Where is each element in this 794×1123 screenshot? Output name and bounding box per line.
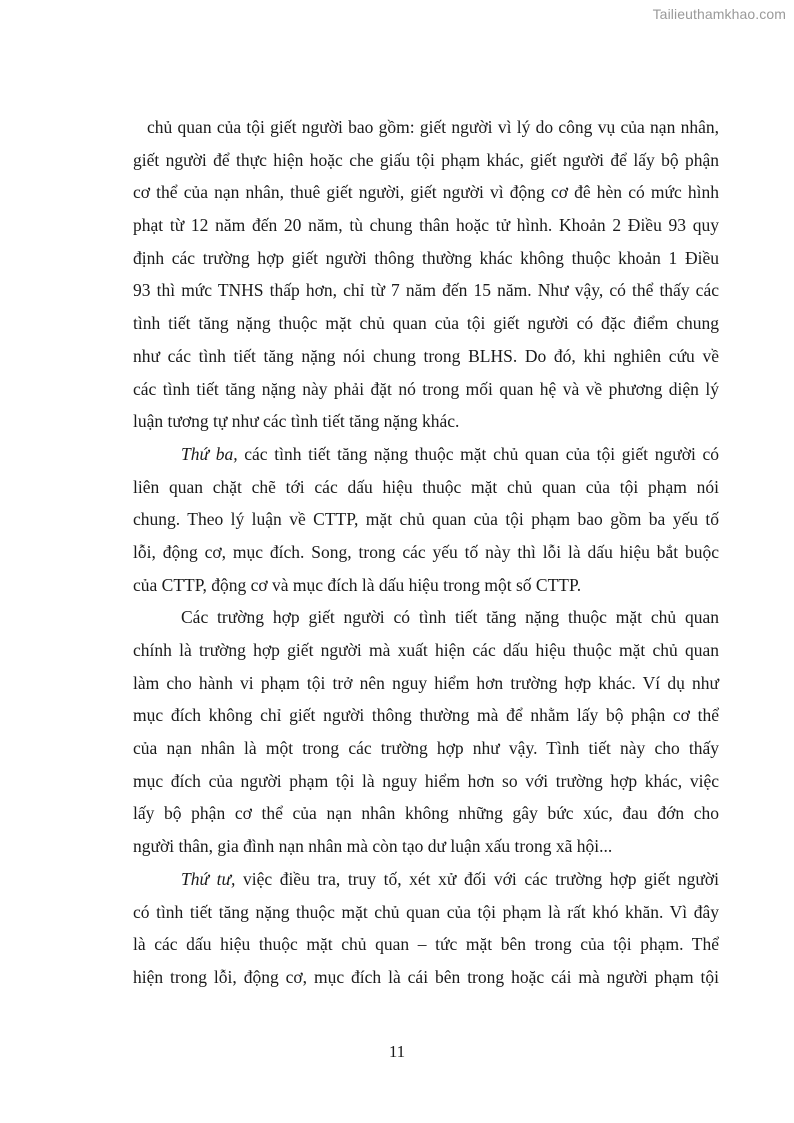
text-line-12: liên quan chặt chẽ tới các dấu hiệu thuộc mặt chủ quan của tội phạm nói xyxy=(133,476,719,497)
text-line-6: 93 thì mức TNHS thấp hơn, chỉ từ 7 năm đến 15 năm. Như vậy, có thể thấy các xyxy=(133,280,719,301)
text-line-20: của nạn nhân là một trong các trường hợp như vậy. Tình tiết này cho thấy xyxy=(133,738,719,759)
text-line-24: Thứ tư, việc điều tra, truy tố, xét xử đối với các trường hợp giết người xyxy=(181,868,719,889)
text-line-16: Các trường hợp giết người có tình tiết tăng nặng thuộc mặt chủ quan xyxy=(181,607,719,628)
text-line-25: có tình tiết tăng nặng thuộc mặt chủ quan của tội phạm là rất khó khăn. Vì đây xyxy=(133,901,719,922)
body-text xyxy=(133,111,719,994)
text-line-3: cơ thể của nạn nhân, thuê giết người, giết người vì động cơ đê hèn có mức hình xyxy=(133,182,719,203)
text-line-15: của CTTP, động cơ và mục đích là dấu hiệu trong một số CTTP. xyxy=(133,574,582,595)
text-line-14: lỗi, động cơ, mục đích. Song, trong các yếu tố này thì lỗi là dấu hiệu bắt buộc xyxy=(133,541,719,562)
text-line-23: người thân, gia đình nạn nhân mà còn tạo dư luận xấu trong xã hội... xyxy=(133,836,613,857)
text-line-10: luận tương tự như các tình tiết tăng nặng khác. xyxy=(133,411,460,432)
text-line-22: lấy bộ phận cơ thể của nạn nhân không những gây bức xúc, đau đớn cho xyxy=(133,803,719,824)
text-line-13: chung. Theo lý luận về CTTP, mặt chủ quan của tội phạm bao gồm ba yếu tố xyxy=(133,509,719,530)
text-line-26: là các dấu hiệu thuộc mặt chủ quan – tức mặt bên trong của tội phạm. Thể xyxy=(133,934,719,955)
text-line-17: chính là trường hợp giết người mà xuất hiện các dấu hiệu thuộc mặt chủ quan xyxy=(133,640,719,660)
text-line-7: tình tiết tăng nặng thuộc mặt chủ quan của tội giết người có đặc điểm chung xyxy=(133,313,719,334)
text-line-11: Thứ ba, các tình tiết tăng nặng thuộc mặt chủ quan của tội giết người có xyxy=(181,443,719,464)
text-line-21: mục đích của người phạm tội là nguy hiểm hơn so với trường hợp khác, việc xyxy=(133,770,719,791)
text-line-2: giết người để thực hiện hoặc che giấu tội phạm khác, giết người để lấy bộ phận xyxy=(133,149,719,170)
text-line-27: hiện trong lỗi, động cơ, mục đích là cái bên trong hoặc cái mà người phạm tội xyxy=(133,966,719,987)
text-line-1: chủ quan của tội giết người bao gồm: giết người vì lý do công vụ của nạn nhân, xyxy=(147,117,719,137)
text-line-19: mục đích không chỉ giết người thông thường mà để nhằm lấy bộ phận cơ thể xyxy=(133,705,719,726)
text-line-4: phạt từ 12 năm đến 20 năm, tù chung thân hoặc tử hình. Khoản 2 Điều 93 quy xyxy=(133,215,719,236)
page-number: 11 xyxy=(388,1042,406,1061)
text-line-9: các tình tiết tăng nặng này phải đặt nó trong mối quan hệ và về phương diện lý xyxy=(133,378,719,399)
text-line-8: như các tình tiết tăng nặng nói chung trong BLHS. Do đó, khi nghiên cứu về xyxy=(133,345,719,366)
emphasis-thu-tu: Thứ tư, xyxy=(181,868,236,889)
text-line-18: làm cho hành vi phạm tội trở nên nguy hiểm hơn trường hợp khác. Ví dụ như xyxy=(133,672,719,693)
emphasis-thu-ba: Thứ ba, xyxy=(181,443,238,464)
text-line-5: định các trường hợp giết người thông thường khác không thuộc khoản 1 Điều xyxy=(133,247,719,268)
watermark-text: Tailieuthamkhao.com xyxy=(652,6,786,22)
